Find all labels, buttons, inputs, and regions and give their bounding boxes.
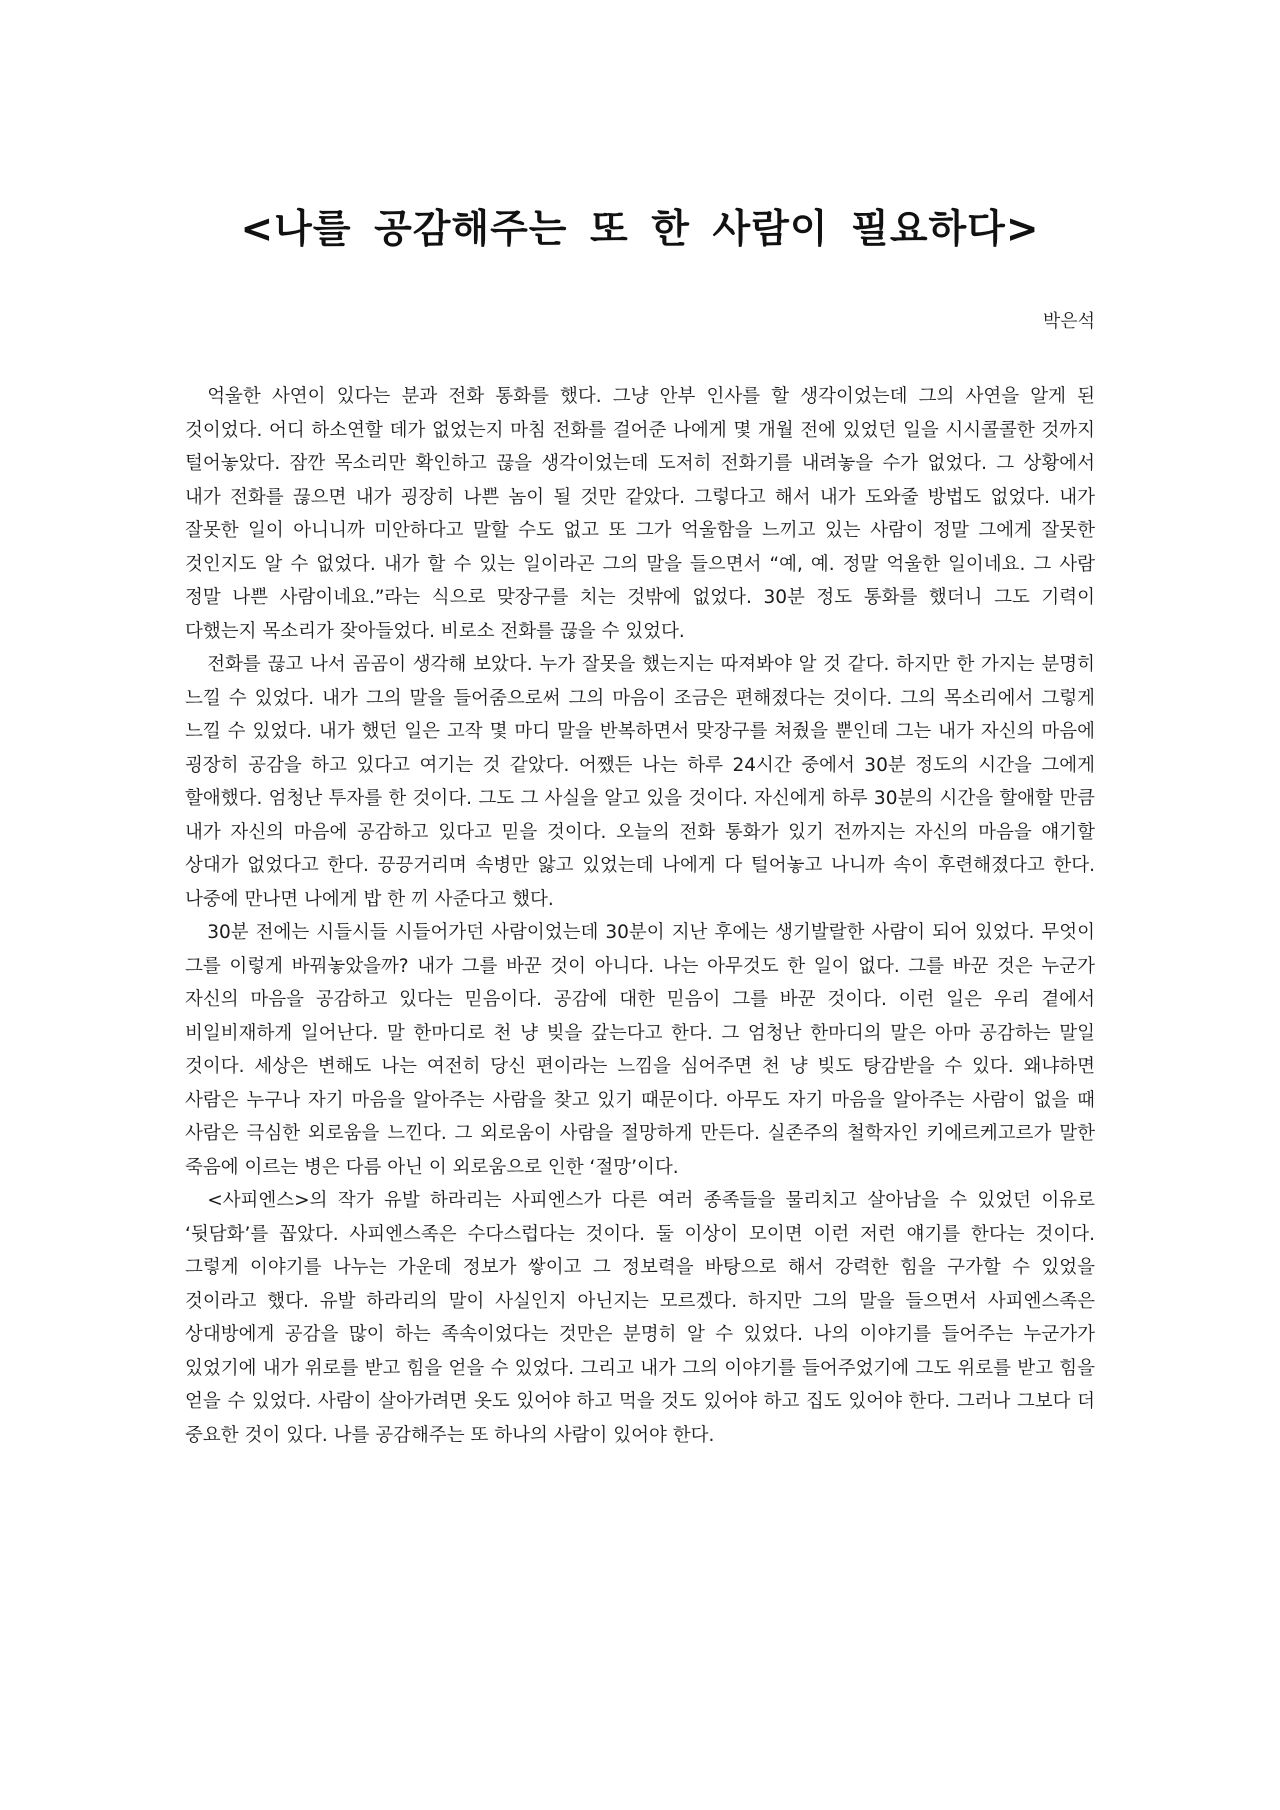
paragraph-4: <사피엔스>의 작가 유발 하라리는 사피엔스가 다른 여러 종족들을 물리치고 살아남을 수 있었던 이유로 ‘뒷담화’를 꼽았다. 사피엔스족은 수다스럽다는 것이다. 둘 이상이 모이면 이런 저런 얘기를 한다는 것이다. 그렇게 이야기를 나누는 가운데 정보가 쌓이고 그 정보력을 바탕으로 해서 강력한 힘을 구가할 수 있었을 것이라고 했다. 유발 하라리의 말이 사실인지 아닌지는 모르겠다. 하지만 그의 말을 들으면서 사피엔스족은 상대방에게 공감을 많이 하는 족속이었다는 것만은 분명히 알 수 있었다. 나의 이야기를 들어주는 누군가가 있었기에 내가 위로를 받고 힘을 얻을 수 있었다. 그리고 내가 그의 이야기를 들어주었기에 그도 위로를 받고 힘을 얻을 수 있었다. 사람이 살아가려면 옷도 있어야 하고 먹을 것도 있어야 하고 집도 있어야 한다. 그러나 그보다 더 중요한 것이 있다. 나를 공감해주는 또 하나의 사람이 있어야 한다. [185, 1190, 1095, 1446]
author-name: 박은석 [1042, 311, 1095, 332]
document-body [185, 380, 1095, 1452]
document-title: <나를 공감해주는 또 한 사람이 필요하다> [240, 207, 1040, 252]
paragraph-3: 30분 전에는 시들시들 시들어가던 사람이었는데 30분이 지난 후에는 생기발랄한 사람이 되어 있었다. 무엇이 그를 이렇게 바꿔놓았을까? 내가 그를 바꾼 것이 아니다. 나는 아무것도 한 일이 없다. 그를 바꾼 것은 누군가 자신의 마음을 공감하고 있다는 믿음이다. 공감에 대한 믿음이 그를 바꾼 것이다. 이런 일은 우리 곁에서 비일비재하게 일어난다. 말 한마디로 천 냥 빚을 갚는다고 한다. 그 엄청난 한마디의 말은 아마 공감하는 말일 것이다. 세상은 변해도 나는 여전히 당신 편이라는 느낌을 심어주면 천 냥 빚도 탕감받을 수 있다. 왜냐하면 사람은 누구나 자기 마음을 알아주는 사람을 찾고 있기 때문이다. 아무도 자기 마음을 알아주는 사람이 없을 때 사람은 극심한 외로움을 느낀다. 그 외로움이 사람을 절망하게 만든다. 실존주의 철학자인 키에르케고르가 말한 죽음에 이르는 병은 다름 아닌 이 외로움으로 인한 ‘절망’이다. [185, 922, 1095, 1178]
paragraph-1: 억울한 사연이 있다는 분과 전화 통화를 했다. 그냥 안부 인사를 할 생각이었는데 그의 사연을 알게 된 것이었다. 어디 하소연할 데가 없었는지 마침 전화를 걸어준 나에게 몇 개월 전에 있었던 일을 시시콜콜한 것까지 털어놓았다. 잠깐 목소리만 확인하고 끊을 생각이었는데 도저히 전화기를 내려놓을 수가 없었다. 그 상황에서 내가 전화를 끊으면 내가 굉장히 나쁜 놈이 될 것만 같았다. 그렇다고 해서 내가 도와줄 방법도 없었다. 내가 잘못한 일이 아니니까 미안하다고 말할 수도 없고 또 그가 억울함을 느끼고 있는 사람이 정말 그에게 잘못한 것인지도 알 수 없었다. 내가 할 수 있는 일이라곤 그의 말을 들으면서 “예, 예. 정말 억울한 일이네요. 그 사람 정말 나쁜 사람이네요.”라는 식으로 맞장구를 치는 것밖에 없었다. 30분 정도 통화를 했더니 그도 기력이 다했는지 목소리가 잦아들었다. 비로소 전화를 끊을 수 있었다. [185, 386, 1095, 642]
document-page [185, 200, 1095, 1452]
paragraph-2: 전화를 끊고 나서 곰곰이 생각해 보았다. 누가 잘못을 했는지는 따져봐야 알 것 같다. 하지만 한 가지는 분명히 느낄 수 있었다. 내가 그의 말을 들어줌으로써 그의 마음이 조금은 편해졌다는 것이다. 그의 목소리에서 그렇게 느낄 수 있었다. 내가 했던 일은 고작 몇 마디 말을 반복하면서 맞장구를 쳐줬을 뿐인데 그는 내가 자신의 마음에 굉장히 공감을 하고 있다고 여기는 것 같았다. 어쨌든 나는 하루 24시간 중에서 30분 정도의 시간을 그에게 할애했다. 엄청난 투자를 한 것이다. 그도 그 사실을 알고 있을 것이다. 자신에게 하루 30분의 시간을 할애할 만큼 내가 자신의 마음에 공감하고 있다고 믿을 것이다. 오늘의 전화 통화가 있기 전까지는 자신의 마음을 얘기할 상대가 없었다고 한다. 끙끙거리며 속병만 앓고 있었는데 나에게 다 털어놓고 나니까 속이 후련해졌다고 한다. 나중에 만나면 나에게 밥 한 끼 사준다고 했다. [185, 654, 1095, 910]
